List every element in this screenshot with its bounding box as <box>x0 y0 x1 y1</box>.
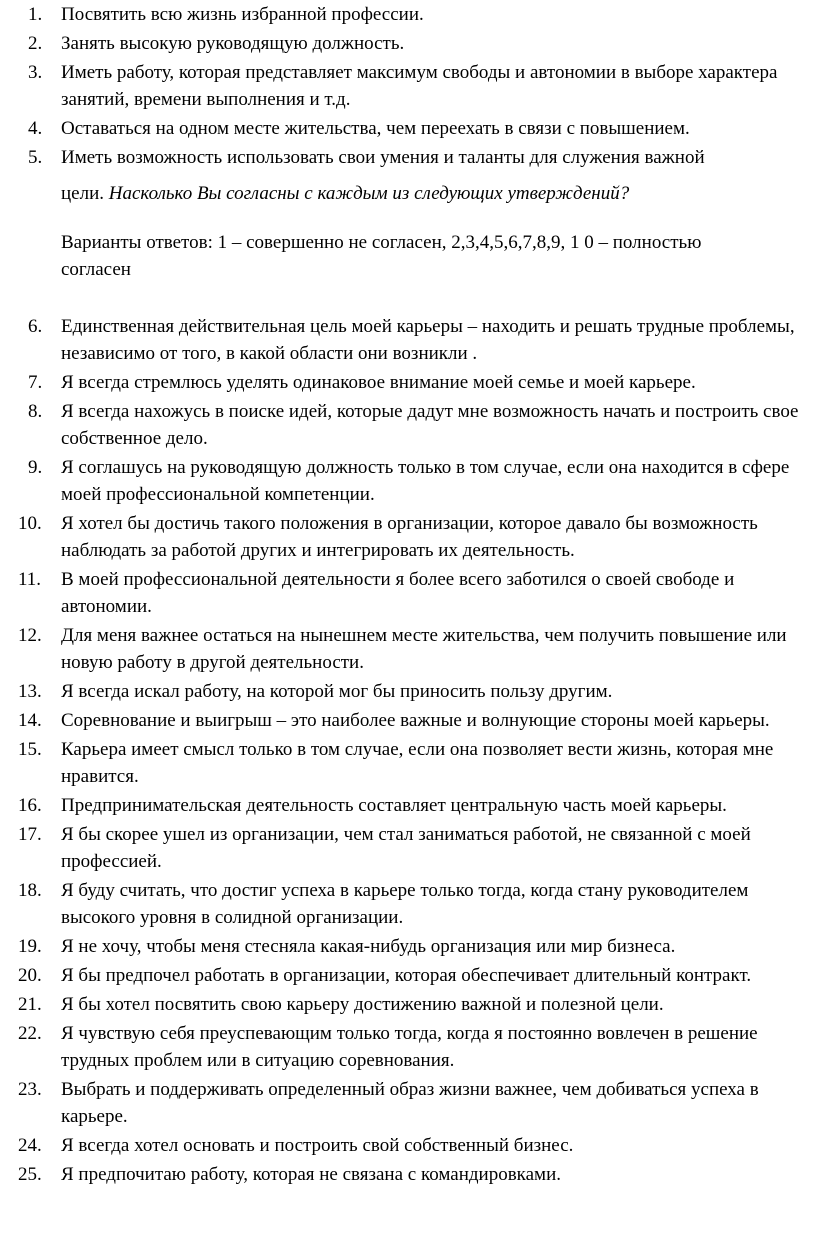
item-number: 23. <box>18 1079 42 1100</box>
list-item <box>0 144 816 171</box>
item-number: 24. <box>18 1135 42 1156</box>
item-text: Я предпочитаю работу, которая не связана с командировками. <box>61 1164 561 1185</box>
item-number: 5. <box>28 147 43 168</box>
item-text: Я не хочу, чтобы меня стесняла какая-нибудь организация или мир бизнеса. <box>61 936 676 957</box>
statement-list-a <box>0 1 816 171</box>
item-number: 11. <box>18 569 42 590</box>
item-number: 21. <box>18 994 42 1015</box>
item-text: Единственная действительная цель моей карьеры – находить и решать трудные проблемы, независимо от того, в какой области они возникли . <box>61 316 795 364</box>
item-number: 20. <box>18 965 42 986</box>
item-text: Занять высокую руководящую должность. <box>61 33 405 54</box>
list-item <box>0 398 816 452</box>
item-number: 12. <box>18 625 42 646</box>
item-text: Оставаться на одном месте жительства, чем переехать в связи с повышением. <box>61 118 690 139</box>
item-text: Я всегда стремлюсь уделять одинаковое внимание моей семье и моей карьере. <box>61 372 696 393</box>
item-text: Выбрать и поддерживать определенный образ жизни важнее, чем добиваться успеха в карьере. <box>61 1079 759 1127</box>
item-text: В моей профессиональной деятельности я более всего заботился о своей свободе и автономии. <box>61 569 735 617</box>
item-number: 3. <box>28 62 43 83</box>
item-number: 19. <box>18 936 42 957</box>
list-item <box>0 115 816 142</box>
item-number: 22. <box>18 1023 42 1044</box>
answer-options: Варианты ответов: 1 – совершенно не согласен, 2,3,4,5,6,7,8,9, 1 0 – полностью согласен <box>61 232 702 280</box>
item-number: 15. <box>18 739 42 760</box>
item-text: Я соглашусь на руководящую должность только в том случае, если она находится в сфере моей профессиональной компетенции. <box>61 457 790 505</box>
item-number: 25. <box>18 1164 42 1185</box>
list-item <box>0 369 816 396</box>
list-item <box>0 933 816 960</box>
item-number: 16. <box>18 795 42 816</box>
item-5-continuation <box>61 180 816 207</box>
list-item <box>0 1 816 28</box>
item-number: 2. <box>28 33 43 54</box>
item-text: Я хотел бы достичь такого положения в организации, которое давало бы возможность наблюдать за работой других и интегрировать их деятельность. <box>61 513 758 561</box>
list-item <box>0 1076 816 1130</box>
item-text: Я всегда хотел основать и построить свой собственный бизнес. <box>61 1135 574 1156</box>
item-number: 4. <box>28 118 43 139</box>
list-item <box>0 962 816 989</box>
item-number: 10. <box>18 513 42 534</box>
list-item <box>0 1132 816 1159</box>
item-5-tail: цели. <box>61 183 105 204</box>
item-text: Я бы скорее ушел из организации, чем стал заниматься работой, не связанной с моей профессией. <box>61 824 751 872</box>
item-number: 17. <box>18 824 42 845</box>
item-number: 9. <box>28 457 43 478</box>
list-item <box>0 792 816 819</box>
item-text: Для меня важнее остаться на нынешнем месте жительства, чем получить повышение или новую работу в другой деятельности. <box>61 625 787 673</box>
item-number: 6. <box>28 316 43 337</box>
item-text: Карьера имеет смысл только в том случае, если она позволяет вести жизнь, которая мне нравится. <box>61 739 774 787</box>
item-text: Иметь возможность использовать свои умения и таланты для служения важной <box>61 147 705 168</box>
item-text: Соревнование и выигрыш – это наиболее важные и волнующие стороны моей карьеры. <box>61 710 770 731</box>
statement-list-b <box>0 313 816 1188</box>
item-number: 14. <box>18 710 42 731</box>
item-number: 7. <box>28 372 43 393</box>
list-item <box>0 566 816 620</box>
list-item <box>0 736 816 790</box>
item-text: Я буду считать, что достиг успеха в карьере только тогда, когда стану руководителем высокого уровня в солидной организации. <box>61 880 749 928</box>
list-item <box>0 821 816 875</box>
item-text: Я всегда нахожусь в поиске идей, которые дадут мне возможность начать и построить свое собственное дело. <box>61 401 799 449</box>
list-item <box>0 877 816 931</box>
item-text: Я бы предпочел работать в организации, которая обеспечивает длительный контракт. <box>61 965 752 986</box>
list-item <box>0 30 816 57</box>
list-item <box>0 454 816 508</box>
list-item <box>0 59 816 113</box>
list-item <box>0 991 816 1018</box>
list-item <box>0 678 816 705</box>
item-number: 18. <box>18 880 42 901</box>
list-item <box>0 707 816 734</box>
list-item <box>0 313 816 367</box>
item-text: Я бы хотел посвятить свою карьеру достижению важной и полезной цели. <box>61 994 664 1015</box>
list-item <box>0 1020 816 1074</box>
list-item <box>0 1161 816 1188</box>
survey-question: Насколько Вы согласны с каждым из следующих утверждений? <box>108 183 630 204</box>
list-item <box>0 622 816 676</box>
list-item <box>0 510 816 564</box>
item-text: Иметь работу, которая представляет максимум свободы и автономии в выборе характера занятий, времени выполнения и т.д. <box>61 62 778 110</box>
item-text: Я всегда искал работу, на которой мог бы приносить пользу другим. <box>61 681 613 702</box>
item-number: 13. <box>18 681 42 702</box>
item-number: 1. <box>28 4 43 25</box>
item-number: 8. <box>28 401 43 422</box>
item-text: Посвятить всю жизнь избранной профессии. <box>61 4 424 25</box>
item-text: Предпринимательская деятельность составляет центральную часть моей карьеры. <box>61 795 727 816</box>
item-text: Я чувствую себя преуспевающим только тогда, когда я постоянно вовлечен в решение трудных проблем или в ситуацию соревнования. <box>61 1023 758 1071</box>
